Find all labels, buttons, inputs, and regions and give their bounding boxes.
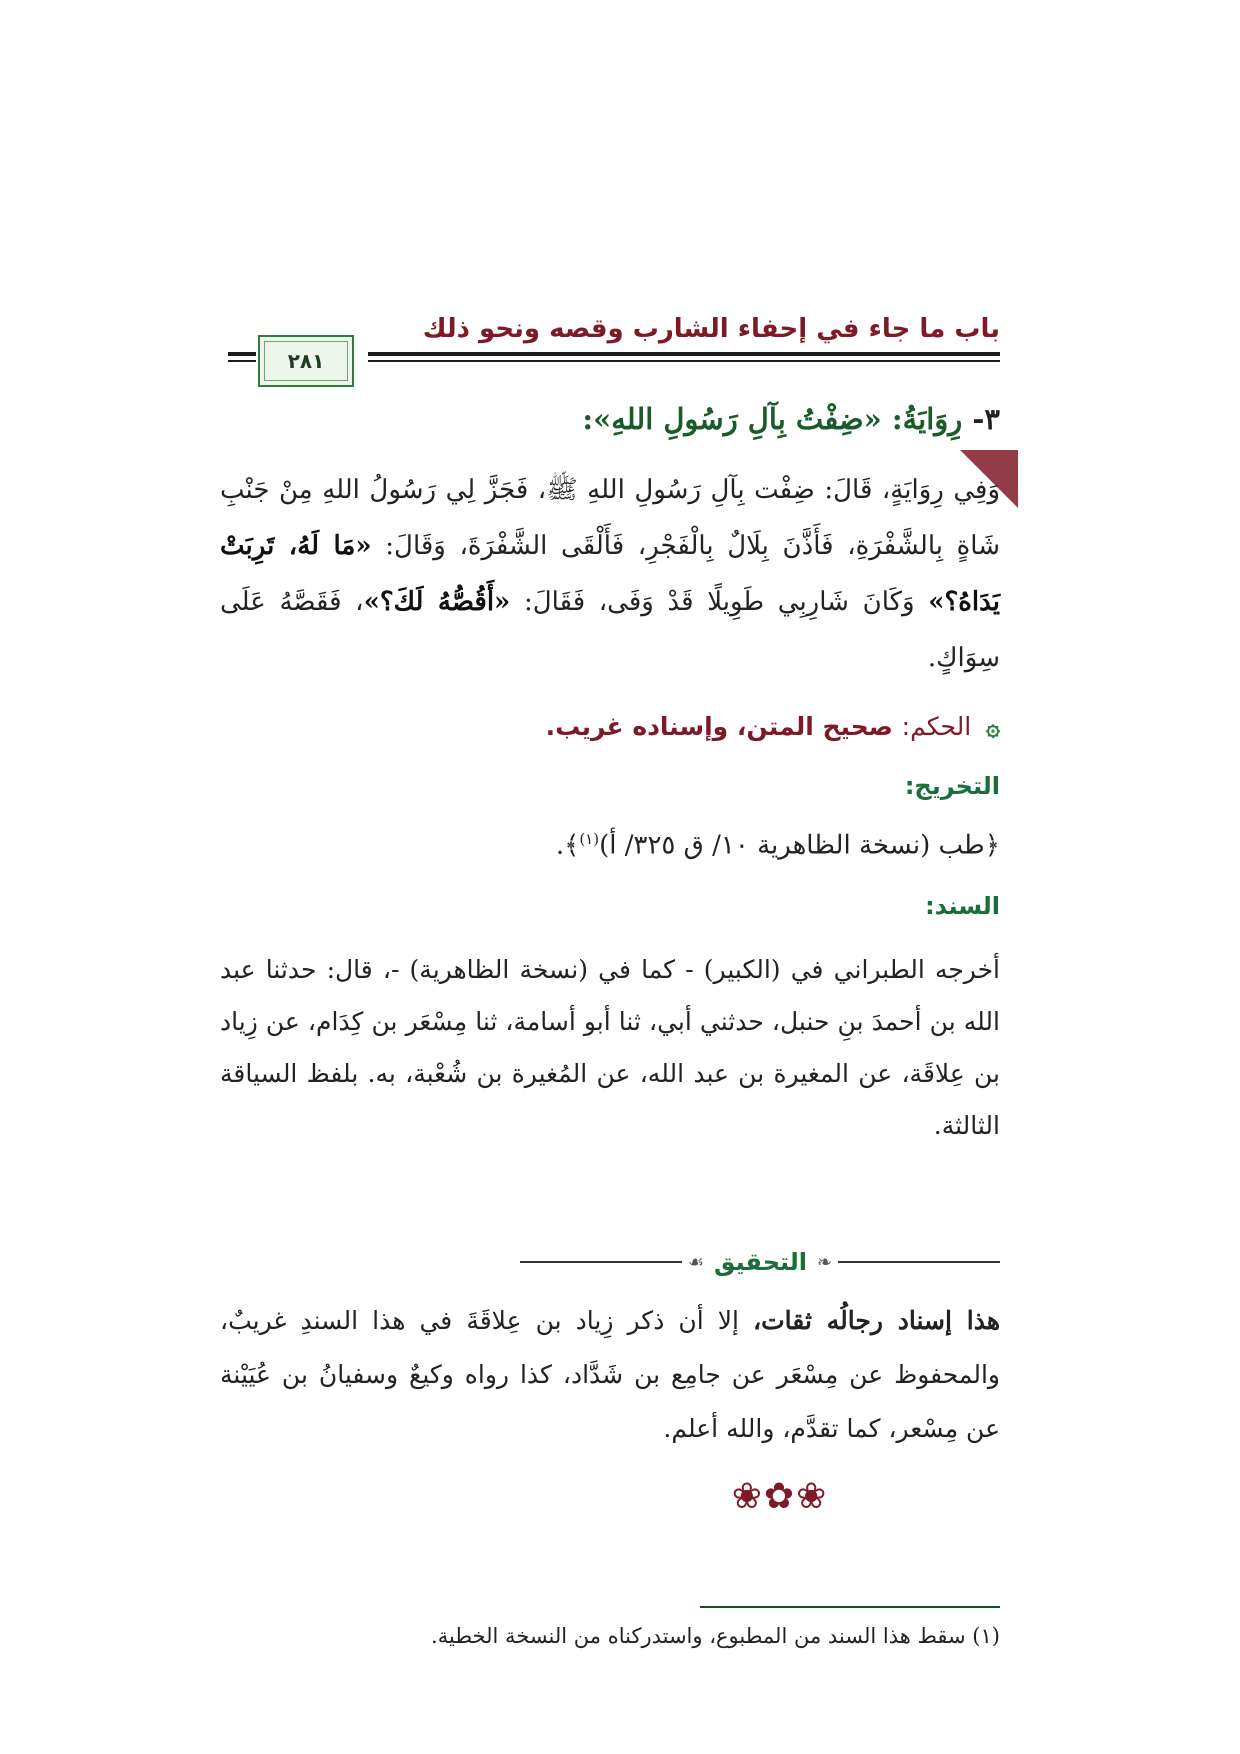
takhrij-heading: التخريج:	[904, 772, 1000, 800]
header-rule-left	[228, 360, 256, 362]
page-number-badge	[258, 335, 354, 387]
divider-line	[838, 1261, 1000, 1263]
divider-ornament-icon: ❧	[817, 1251, 833, 1273]
tahqiq-divider	[520, 1242, 1000, 1282]
ruling	[220, 712, 1000, 741]
section-title-text: رِوَايَةُ: «ضِفْتُ بِآلِ رَسُولِ اللهِ»:	[582, 402, 963, 436]
ruling-label: الحكم:	[901, 712, 972, 741]
takhrij-line	[220, 830, 1000, 861]
hadith-part: ، فَقَصَّهُ عَلَى سِوَاكٍ.	[220, 587, 1000, 673]
header-rule	[368, 360, 1000, 362]
running-title: باب ما جاء في إحفاء الشارب وقصه ونحو ذلك	[422, 314, 1000, 344]
divider-line	[520, 1261, 682, 1263]
tahqiq-body: إلا أن ذكر زِياد بن عِلاقَةَ في هذا السندِ غريبٌ، والمحفوظ عن مِسْعَر عن جامِع بن شَدَّاد، كذا رواه وكيعٌ وسفيانُ بن عُيَيْنة عن مِسْعر، كما تقدَّم، والله أعلم.	[220, 1306, 1000, 1443]
takhrij-end: ﴾.	[555, 830, 580, 861]
hadith-quote: «مَا لَهُ، تَرِبَتْ يَدَاهُ؟»	[220, 531, 1001, 617]
header-rule-left	[228, 352, 256, 356]
sanad-heading: السند:	[925, 892, 1000, 920]
page-number: ٢٨١	[287, 349, 325, 373]
header-rule	[368, 352, 1000, 356]
sanad-text: أخرجه الطبراني في (الكبير) - كما في (نسخة الظاهرية) -، قال: حدثنا عبد الله بن أحمدَ بنِ حنبل، حدثني أبي، ثنا أبو أسامة، ثنا مِسْعَر بن كِدَام، عن زِياد بن عِلاقَة، عن المغيرة بن عبد الله، عن المُغيرة بن شُعْبة، به. بلفظ السياقة الثالثة.	[220, 955, 1000, 1140]
takhrij-text: ﴿طب (نسخة الظاهرية ١٠/ ق ٣٢٥/ أ)	[599, 830, 1000, 861]
end-ornament-icon: ❀✿❀	[731, 1476, 829, 1517]
divider-ornament-icon: ☙	[687, 1251, 704, 1273]
tahqiq-heading: التحقيق	[714, 1248, 808, 1276]
footnote-rule	[700, 1606, 1000, 1608]
footnote: (١) سقط هذا السند من المطبوع، واستدركناه من النسخة الخطية.	[431, 1624, 1000, 1648]
hadith-part: وَفِي رِوَايَةٍ، قَالَ: ضِفْت بِآلِ رَسُولِ اللهِ ﷺ، فَجَزَّ لِي رَسُولُ اللهِ مِنْ جَنْبِ شَاةٍ بِالشَّفْرَةِ، فَأَذَّنَ بِلَالٌ بِالْفَجْرِ، فَأَلْقَى الشَّفْرَةَ، وَقَالَ:	[220, 475, 1001, 561]
tahqiq-text	[220, 1294, 1000, 1456]
footnote-ref[interactable]: (١)	[579, 830, 600, 848]
section-number: ٣-	[972, 402, 1000, 436]
ruling-value: صحيح المتن، وإسناده غريب.	[545, 712, 893, 741]
hadith-part: وَكَانَ شَارِبِي طَوِيلًا قَدْ وَفَى، فَقَالَ:	[510, 587, 929, 617]
tahqiq-lead: هذا إسناد رجالُه ثقات،	[753, 1306, 1001, 1335]
hadith-quote: «أَقُصُّهُ لَكَ؟»	[363, 587, 511, 617]
section-title	[220, 402, 1000, 436]
flower-icon: ۞	[985, 713, 1000, 741]
hadith-text	[220, 462, 1000, 686]
